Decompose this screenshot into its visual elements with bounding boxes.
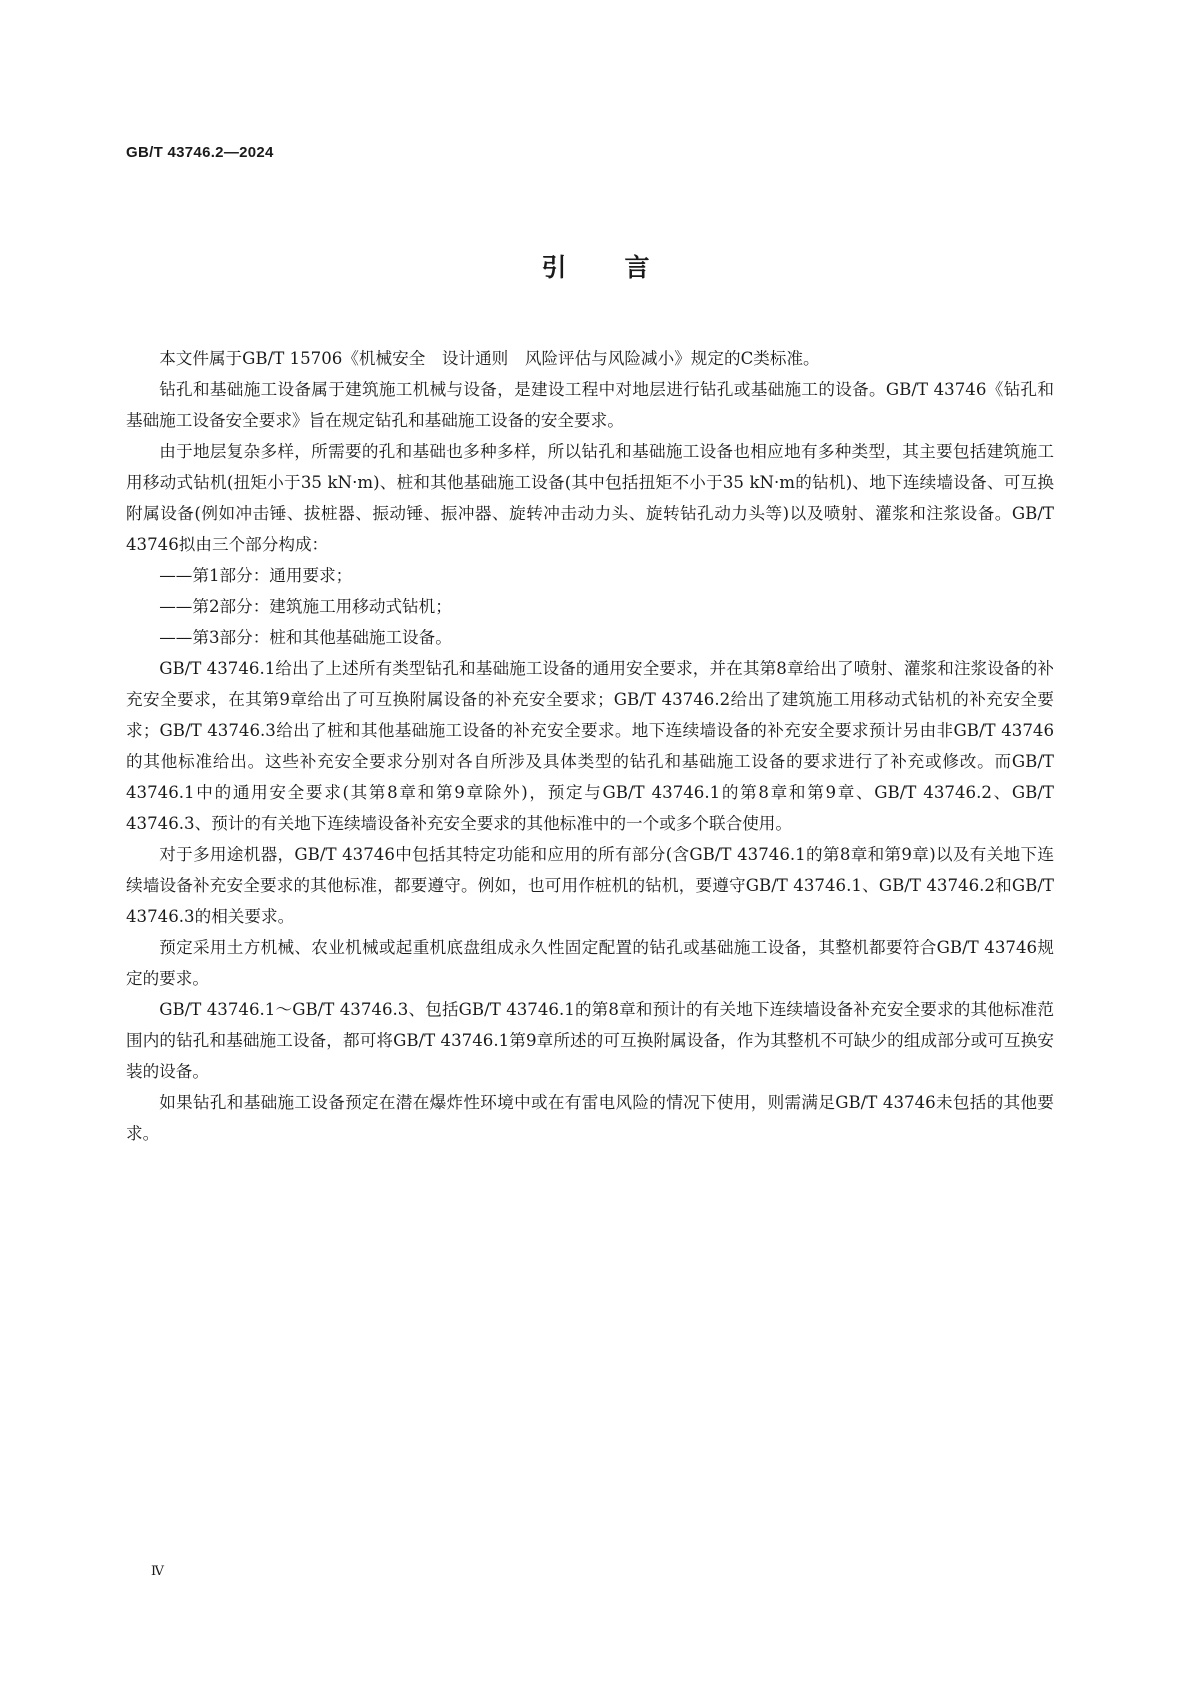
paragraph: 钻孔和基础施工设备属于建筑施工机械与设备，是建设工程中对地层进行钻孔或基础施工的设备。GB/T 43746《钻孔和基础施工设备安全要求》旨在规定钻孔和基础施工设备的安全要求。 — [126, 380, 1054, 430]
paragraph: 对于多用途机器，GB/T 43746中包括其特定功能和应用的所有部分(含GB/T 43746.1的第8章和第9章)以及有关地下连续墙设备补充安全要求的其他标准，都要遵守。例如，也可用作桩机的钻机，要遵守GB/T 43746.1、GB/T 43746.2和GB/T 43746.3的相关要求。 — [126, 845, 1054, 926]
body-text — [126, 343, 1054, 1149]
list-item: ——第2部分：建筑施工用移动式钻机； — [159, 597, 452, 616]
paragraph: 本文件属于GB/T 15706《机械安全 设计通则 风险评估与风险减小》规定的C类标准。 — [159, 349, 820, 368]
paragraph: GB/T 43746.1～GB/T 43746.3、包括GB/T 43746.1的第8章和预计的有关地下连续墙设备补充安全要求的其他标准范围内的钻孔和基础施工设备，都可将GB/T 43746.1第9章所述的可互换附属设备，作为其整机不可缺少的组成部分或可互换安装的设备。 — [126, 1000, 1054, 1081]
paragraph: 由于地层复杂多样，所需要的孔和基础也多种多样，所以钻孔和基础施工设备也相应地有多种类型，其主要包括建筑施工用移动式钻机(扭矩小于35 kN·m)、桩和其他基础施工设备(其中包括扭矩不小于35 kN·m的钻机)、地下连续墙设备、可互换附属设备(例如冲击锤、拔桩器、振动锤、振冲器、旋转冲击动力头、旋转钻孔动力头等)以及喷射、灌浆和注浆设备。GB/T 43746拟由三个部分构成： — [126, 442, 1054, 554]
document-code: GB/T 43746.2—2024 — [126, 144, 274, 161]
paragraph: GB/T 43746.1给出了上述所有类型钻孔和基础施工设备的通用安全要求，并在其第8章给出了喷射、灌浆和注浆设备的补充安全要求，在其第9章给出了可互换附属设备的补充安全要求；GB/T 43746.2给出了建筑施工用移动式钻机的补充安全要求；GB/T 43746.3给出了桩和其他基础施工设备的补充安全要求。地下连续墙设备的补充安全要求预计另由非GB/T 43746的其他标准给出。这些补充安全要求分别对各自所涉及具体类型的钻孔和基础施工设备的要求进行了补充或修改。而GB/T 43746.1中的通用安全要求(其第8章和第9章除外)，预定与GB/T 43746.1的第8章和第9章、GB/T 43746.2、GB/T 43746.3、预计的有关地下连续墙设备补充安全要求的其他标准中的一个或多个联合使用。 — [126, 659, 1054, 833]
paragraph: 如果钻孔和基础施工设备预定在潜在爆炸性环境中或在有雷电风险的情况下使用，则需满足GB/T 43746未包括的其他要求。 — [126, 1093, 1054, 1143]
paragraph: 预定采用土方机械、农业机械或起重机底盘组成永久性固定配置的钻孔或基础施工设备，其整机都要符合GB/T 43746规定的要求。 — [126, 938, 1054, 988]
page-number: Ⅳ — [151, 1564, 164, 1579]
page-title: 引言 — [541, 253, 708, 282]
list-item: ——第3部分：桩和其他基础施工设备。 — [159, 628, 452, 647]
list-item: ——第1部分：通用要求； — [159, 566, 353, 585]
